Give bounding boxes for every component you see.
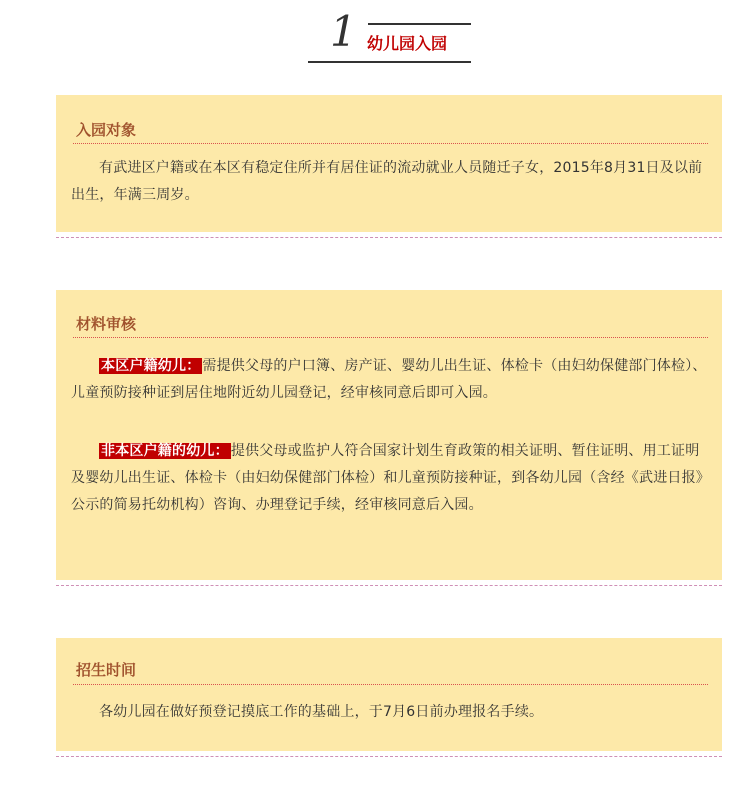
card-enrollment-target [56, 95, 722, 232]
header-bottom-line [308, 61, 471, 63]
card-enrollment-time [56, 638, 722, 751]
paragraph-text: 需提供父母的户口簿、房产证、婴幼儿出生证、体检卡（由妇幼保健部门体检）、儿童预防接种证到居住地附近幼儿园登记，经审核同意后即可入园。 [71, 358, 707, 401]
section-number: 1 [330, 7, 357, 56]
card-title: 入园对象 [76, 121, 137, 139]
section-header [308, 6, 471, 64]
paragraph-text: 有武进区户籍或在本区有稳定住所并有居住证的流动就业人员随迁子女，2015年8月31日及以前出生，年满三周岁。 [71, 160, 703, 203]
paragraph-text: 提供父母或监护人符合国家计划生育政策的相关证明、暂住证明、用工证明及婴幼儿出生证、体检卡（由妇幼保健部门体检）和儿童预防接种证，到各幼儿园（含经《武进日报》公示的简易托幼机构）咨询、办理登记手续，经审核同意后入园。 [71, 443, 710, 513]
paragraph [71, 155, 711, 209]
paragraph [71, 438, 711, 519]
card-title-rule [73, 684, 708, 685]
card-material-review [56, 290, 722, 580]
highlight-label: 非本区户籍的幼儿： [101, 443, 229, 459]
card-title: 招生时间 [76, 661, 137, 679]
card-title-rule [73, 337, 708, 338]
card-title-rule [73, 143, 708, 144]
paragraph [71, 353, 711, 407]
highlight-label: 本区户籍幼儿： [101, 358, 201, 374]
paragraph-text: 各幼儿园在做好预登记摸底工作的基础上，于7月6日前办理报名手续。 [99, 704, 544, 720]
paragraph [71, 699, 711, 726]
header-top-line [368, 23, 471, 25]
section-title: 幼儿园入园 [367, 34, 448, 53]
card-title: 材料审核 [76, 315, 137, 333]
